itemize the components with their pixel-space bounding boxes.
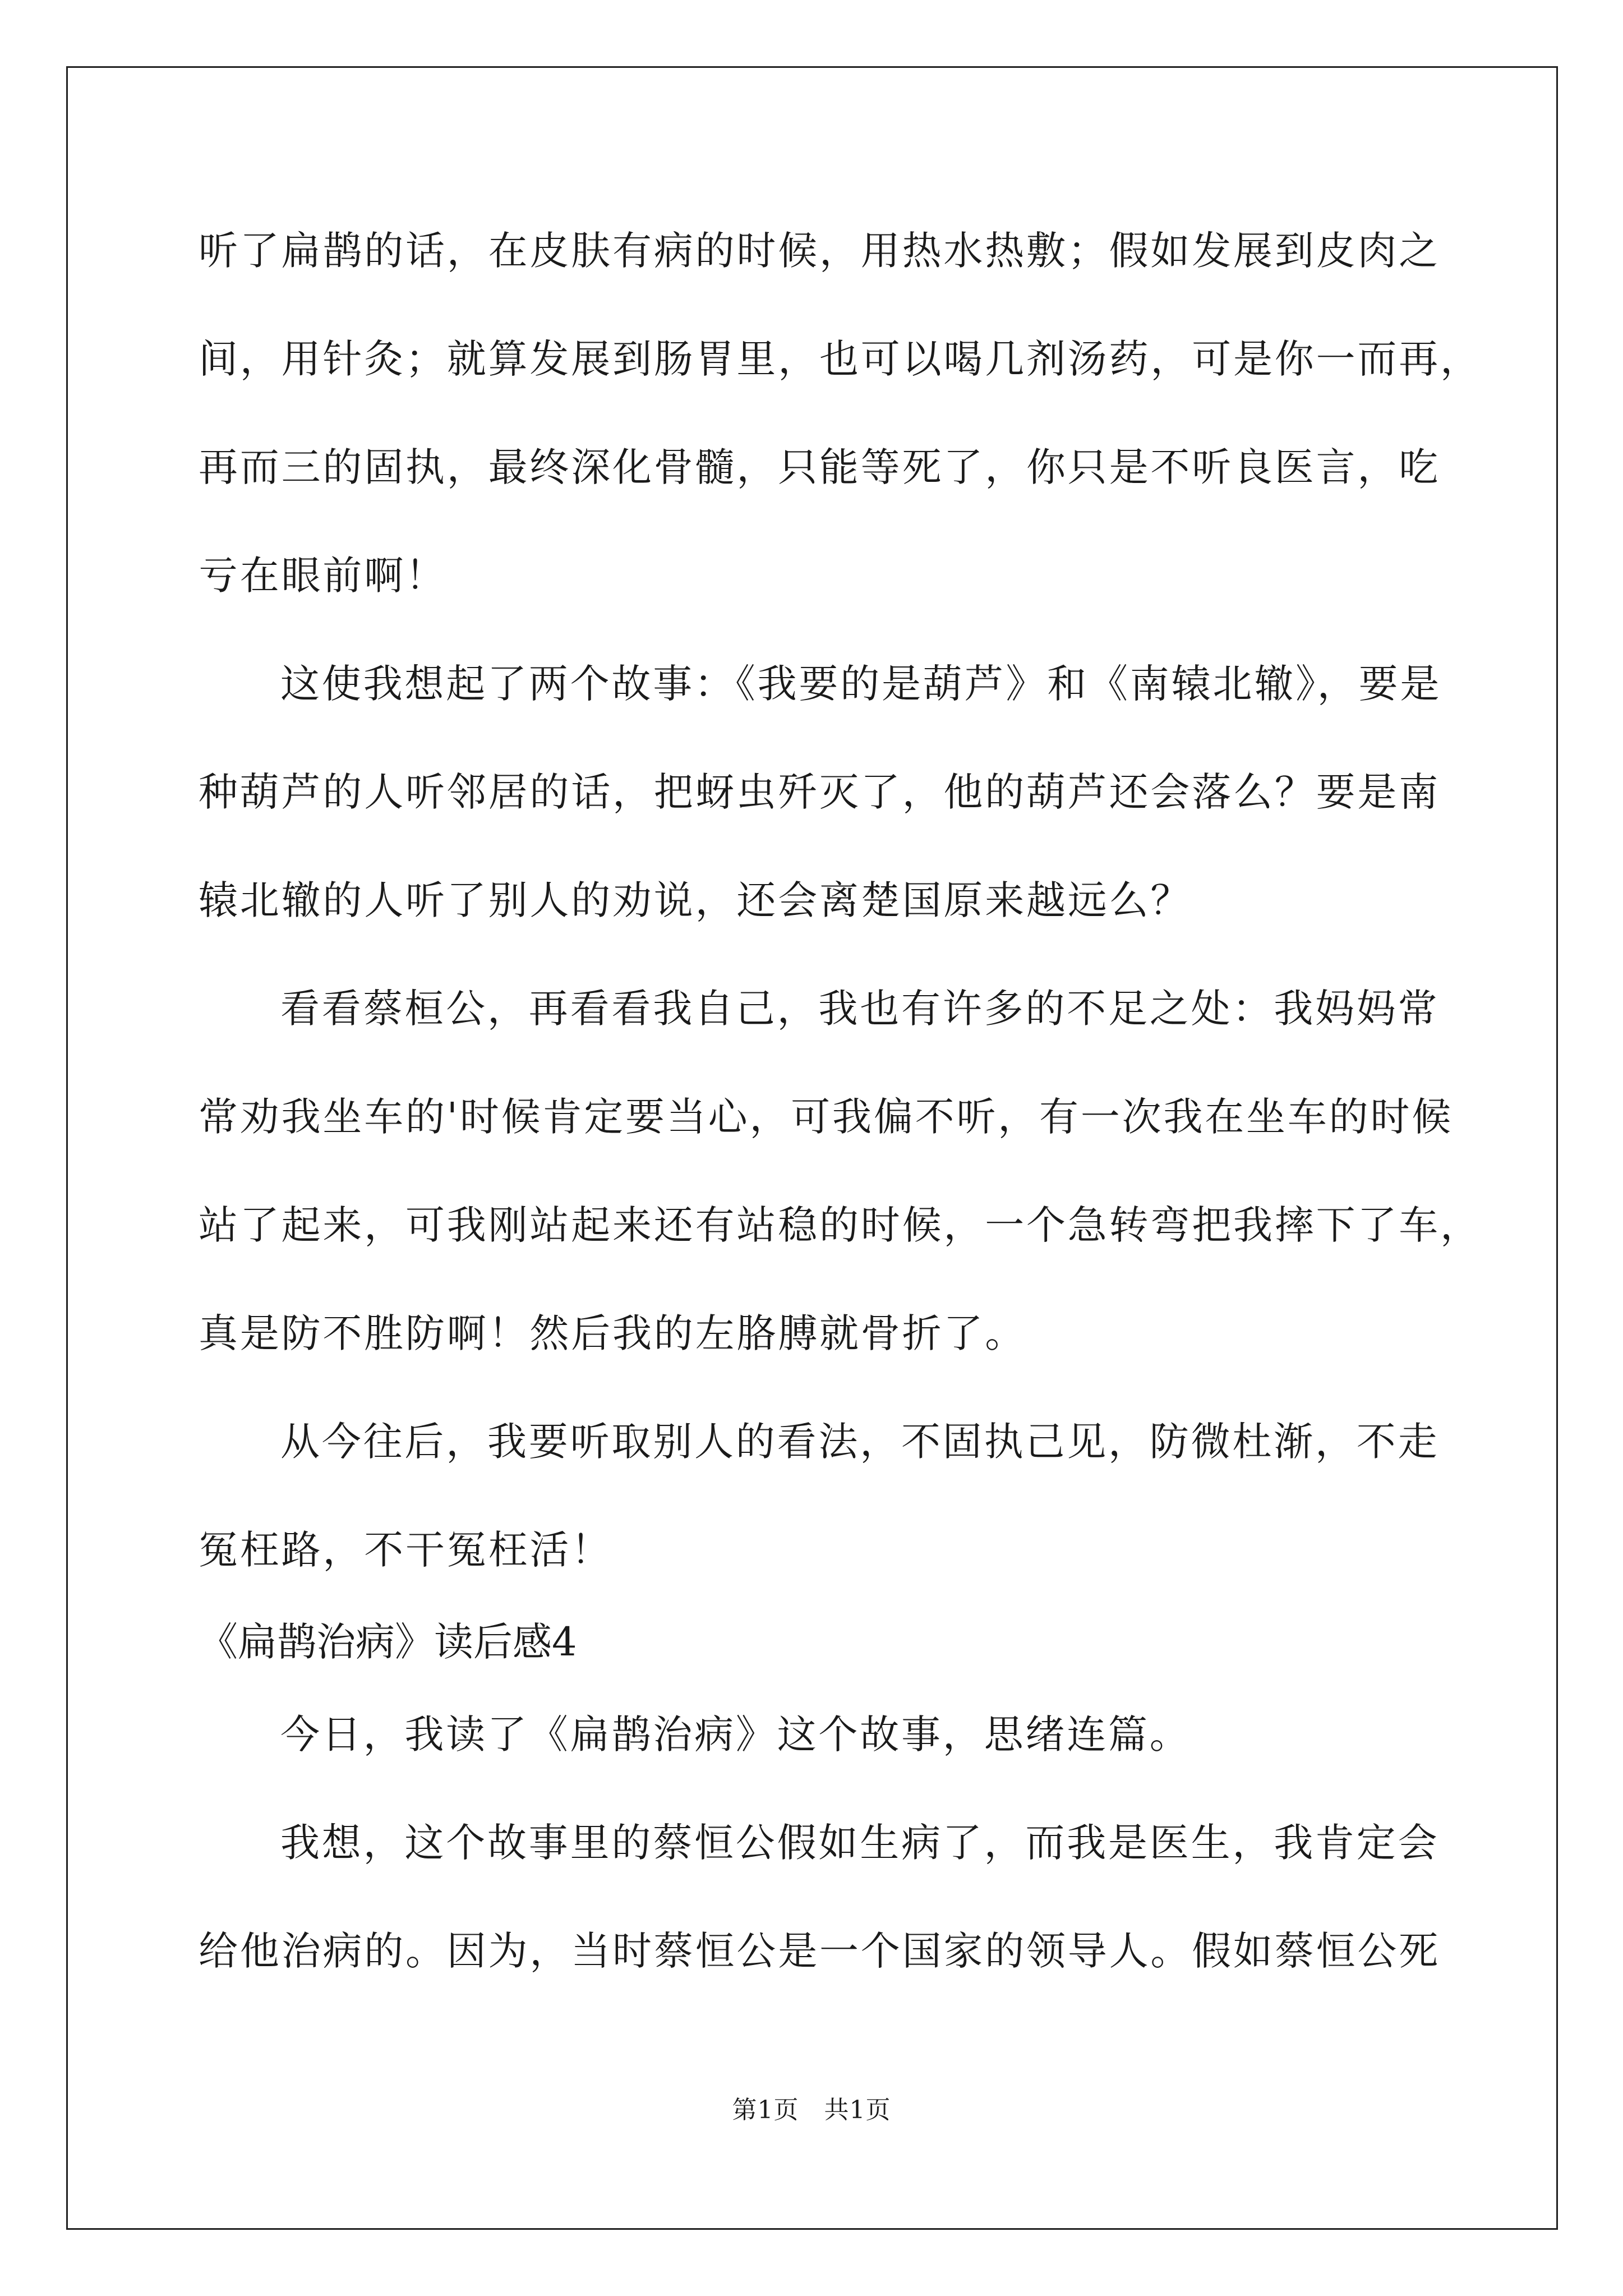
paragraph-line: 站了起来，可我刚站起来还有站稳的时候，一个急转弯把我摔下了车，: [199, 1202, 1482, 1248]
page-border: [66, 66, 1558, 2230]
paragraph-line: 亏在眼前啊！: [199, 553, 447, 599]
paragraph-line: 看看蔡桓公，再看看我自己，我也有许多的不足之处：我妈妈常: [280, 986, 1440, 1032]
page-footer: 第1页 共1页: [732, 2096, 891, 2124]
paragraph-line: 间，用针灸；就算发展到肠胃里，也可以喝几剂汤药，可是你一而再，: [199, 336, 1482, 382]
paragraph-line: 再而三的固执，最终深化骨髓，只能等死了，你只是不听良医言，吃: [199, 444, 1440, 490]
paragraph-line: 听了扁鹊的话，在皮肤有病的时候，用热水热敷；假如发展到皮肉之: [199, 228, 1440, 274]
paragraph-line: 从今往后，我要听取别人的看法，不固执己见，防微杜渐，不走: [280, 1419, 1440, 1465]
paragraph-line: 种葫芦的人听邻居的话，把蚜虫歼灭了，他的葫芦还会落么？要是南: [199, 769, 1440, 815]
paragraph-line: 这使我想起了两个故事：《我要的是葫芦》和《南辕北辙》，要是: [280, 661, 1442, 707]
paragraph-line: 今日，我读了《扁鹊治病》这个故事，思绪连篇。: [280, 1711, 1191, 1757]
paragraph-line: 给他治病的。因为，当时蔡恒公是一个国家的领导人。假如蔡恒公死: [199, 1928, 1440, 1974]
paragraph-line: 辕北辙的人听了别人的劝说，还会离楚国原来越远么？: [199, 877, 1192, 923]
paragraph-line: 真是防不胜防啊！然后我的左胳膊就骨折了。: [199, 1310, 1026, 1356]
paragraph-line: 我想，这个故事里的蔡恒公假如生病了，而我是医生，我肯定会: [280, 1820, 1440, 1866]
paragraph-line: 常劝我坐车的'时候肯定要当心，可我偏不听，有一次我在坐车的时候: [199, 1094, 1454, 1140]
paragraph-line: 冤枉路，不干冤枉活！: [199, 1527, 612, 1573]
section-heading: 《扁鹊治病》读后感4: [199, 1619, 577, 1665]
